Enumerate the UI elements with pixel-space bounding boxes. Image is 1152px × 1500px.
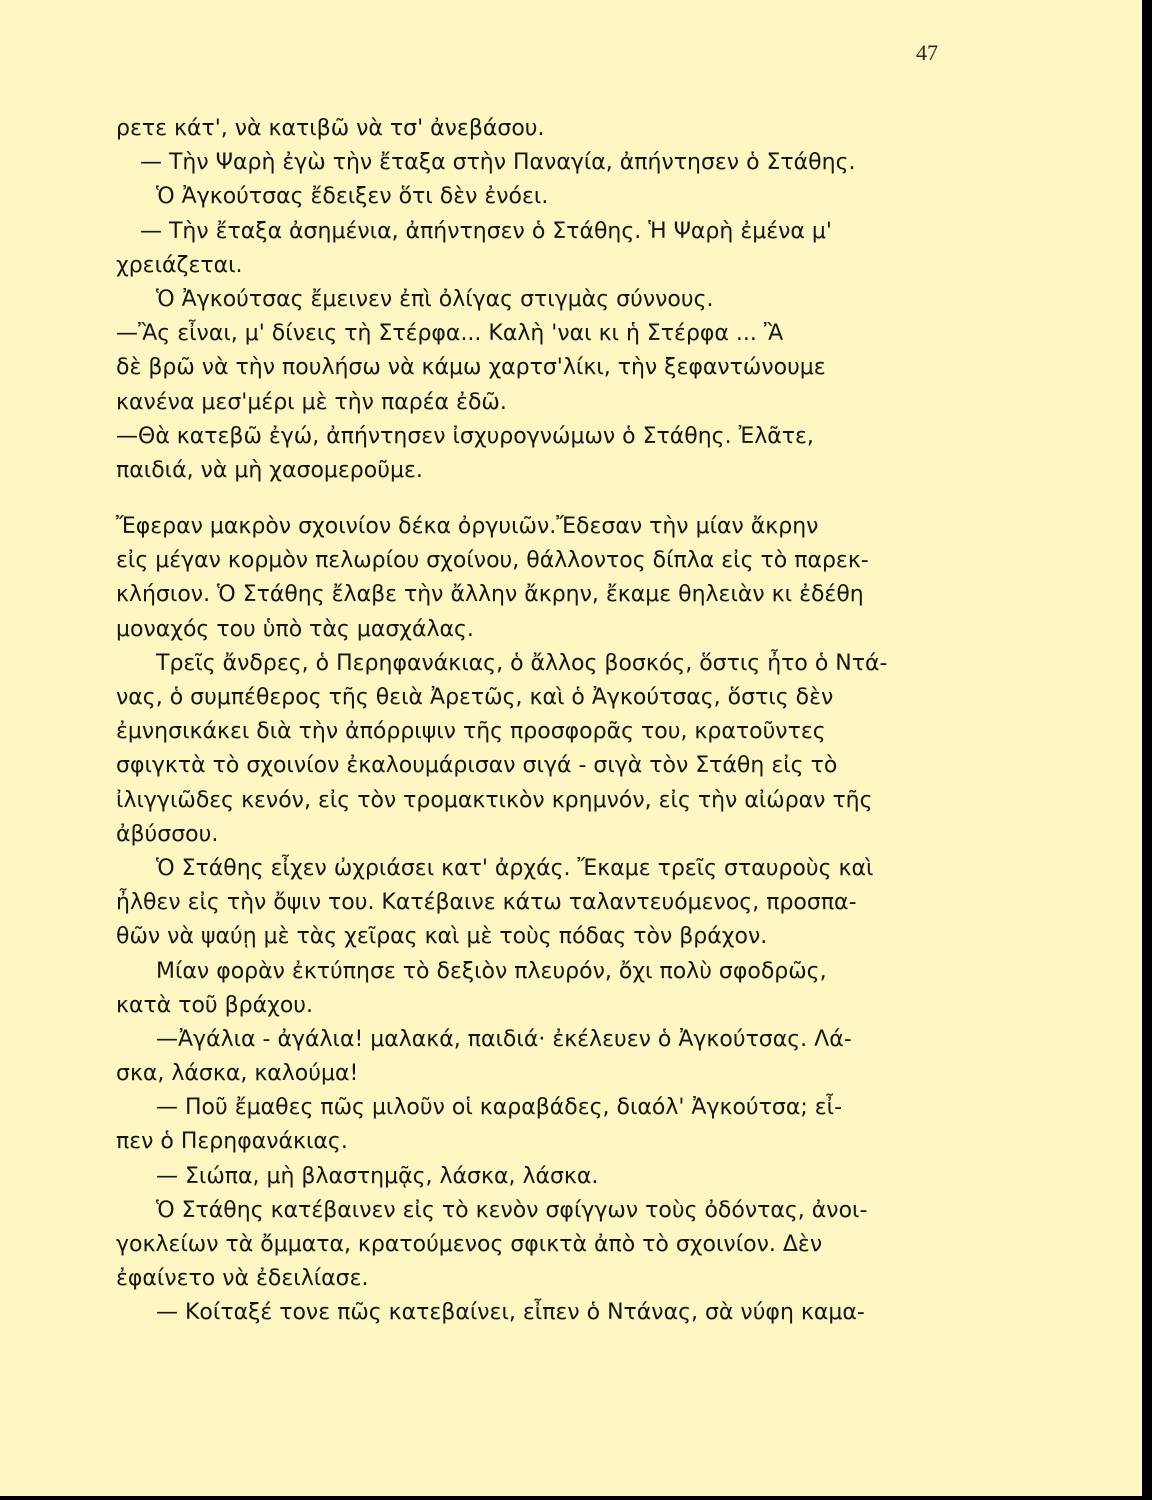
text-line: ἐμνησικάκει διὰ τὴν ἀπόρριψιν τῆς προσφορᾶς του, κρατοῦντες — [116, 719, 826, 745]
text-line: —Ἂς εἶναι, μ' δίνεις τὴ Στέρφα... Καλὴ 'ναι κι ἡ Στέρφα ... Ἂ — [116, 321, 784, 347]
text-line: Ὁ Ἀγκούτσας ἔμεινεν ἐπὶ ὀλίγας στιγμὰς σύννους. — [156, 286, 714, 312]
body-text — [116, 112, 958, 1331]
text-line: Ὁ Ἀγκούτσας ἔδειξεν ὅτι δὲν ἐνόει. — [156, 184, 549, 210]
text-line: Τρεῖς ἄνδρες, ὁ Περηφανάκιας, ὁ ἄλλος βοσκός, ὅστις ἦτο ὁ Ντά- — [156, 650, 888, 676]
text-line: δὲ βρῶ νὰ τὴν πουλήσω νὰ κάμω χαρτσ'λίκι, τὴν ξεφαντώνουμε — [116, 355, 826, 381]
text-line: —Ἀγάλια - ἀγάλια! μαλακά, παιδιά· ἐκέλευεν ὁ Ἀγκούτσας. Λά- — [156, 1026, 852, 1052]
text-line: σκα, λάσκα, καλούμα! — [116, 1061, 359, 1087]
text-line: — Ποῦ ἔμαθες πῶς μιλοῦν οἱ καραβάδες, διαόλ' Ἀγκούτσα; εἶ- — [156, 1095, 843, 1121]
text-line: — Κοίταξέ τονε πῶς κατεβαίνει, εἶπεν ὁ Ντάνας, σὰ νύφη καμα- — [156, 1300, 865, 1326]
text-line: κλήσιον. Ὁ Στάθης ἔλαβε τὴν ἄλλην ἄκρην, ἔκαμε θηλειὰν κι ἐδέθη — [116, 582, 864, 608]
text-line: κανένα μεσ'μέρι μὲ τὴν παρέα ἐδῶ. — [116, 389, 507, 415]
text-line: μοναχός του ὑπὸ τὰς μασχάλας. — [116, 616, 474, 642]
page-number: 47 — [916, 40, 938, 65]
text-line: ρετε κάτ', νὰ κατιβῶ νὰ τσ' ἀνεβάσου. — [116, 116, 545, 141]
text-line: ἦλθεν εἰς τὴν ὄψιν του. Κατέβαινε κάτω ταλαντευόμενος, προσπα- — [116, 890, 857, 916]
text-line: εἰς μέγαν κορμὸν πελωρίου σχοίνου, θάλλοντος δίπλα εἰς τὸ παρεκ- — [116, 548, 869, 574]
text-line: ἰλιγγιῶδες κενόν, εἰς τὸν τρομακτικὸν κρημνόν, εἰς τὴν αἰώραν τῆς — [116, 787, 873, 813]
text-line: Ὁ Στάθης κατέβαινεν εἰς τὸ κενὸν σφίγγων τοὺς ὀδόντας, ἀνοι- — [156, 1197, 868, 1223]
text-line: σφιγκτὰ τὸ σχοινίον ἐκαλουμάρισαν σιγά - σιγὰ τὸν Στάθη εἰς τὸ — [116, 753, 838, 779]
text-line: γοκλείων τὰ ὄμματα, κρατούμενος σφικτὰ ἀπὸ τὸ σχοινίον. Δὲν — [116, 1232, 823, 1257]
text-line: χρειάζεται. — [116, 252, 243, 278]
text-line: — Τὴν ἔταξα ἀσημένια, ἀπήντησεν ὁ Στάθης. Ἡ Ψαρὴ ἐμένα μ' — [140, 218, 832, 244]
text-line: —Θὰ κατεβῶ ἐγώ, ἀπήντησεν ἰσχυρογνώμων ὁ Στάθης. Ἐλᾶτε, — [116, 423, 814, 449]
text-line: πεν ὁ Περηφανάκιας. — [116, 1129, 348, 1155]
text-line: Μίαν φορὰν ἐκτύπησε τὸ δεξιὸν πλευρόν, ὄχι πολὺ σφοδρῶς, — [156, 958, 827, 984]
text-line: παιδιά, νὰ μὴ χασομεροῦμε. — [116, 457, 423, 483]
text-line: νας, ὁ συμπέθερος τῆς θειὰ Ἀρετῶς, καὶ ὁ Ἀγκούτσας, ὅστις δὲν — [116, 685, 834, 710]
text-line: κατὰ τοῦ βράχου. — [116, 992, 314, 1018]
text-line: θῶν νὰ ψαύῃ μὲ τὰς χεῖρας καὶ μὲ τοὺς πόδας τὸν βράχον. — [116, 924, 768, 950]
text-line: Ἔφεραν μακρὸν σχοινίον δέκα ὀργυιῶν.Ἔδεσαν τὴν μίαν ἄκρην — [116, 514, 819, 540]
text-line: — Τὴν Ψαρὴ ἐγὼ τὴν ἔταξα στὴν Παναγία, ἀπήντησεν ὁ Στάθης. — [140, 150, 856, 176]
text-line: ἐφαίνετο νὰ ἐδειλίασε. — [116, 1266, 369, 1292]
text-line: Ὁ Στάθης εἶχεν ὠχριάσει κατ' ἀρχάς. Ἔκαμε τρεῖς σταυροὺς καὶ — [156, 855, 874, 881]
paragraph-gap — [116, 488, 958, 510]
text-line: — Σιώπα, μὴ βλαστημᾷς, λάσκα, λάσκα. — [156, 1163, 599, 1189]
text-line: ἀβύσσου. — [116, 821, 219, 847]
